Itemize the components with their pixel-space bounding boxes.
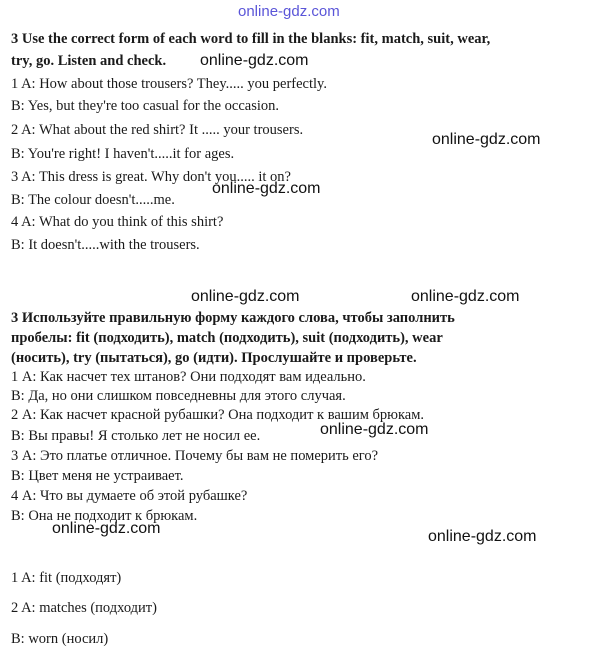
- english-dialog-line: 1 A: How about those trousers? They..... you perfectly.: [11, 76, 327, 92]
- watermark: online-gdz.com: [200, 52, 309, 69]
- answer-line: B: worn (носил): [11, 631, 109, 647]
- watermark: online-gdz.com: [320, 421, 429, 438]
- watermark: online-gdz.com: [52, 520, 161, 537]
- russian-dialog-line: В: Вы правы! Я столько лет не носил ее.: [11, 428, 261, 444]
- russian-dialog-line: В: Цвет меня не устраивает.: [11, 468, 184, 484]
- english-dialog-line: B: It doesn't.....with the trousers.: [11, 237, 200, 253]
- answer-line: 2 A: matches (подходит): [11, 600, 157, 616]
- answer-line: 1 A: fit (подходят): [11, 570, 122, 586]
- russian-dialog-line: 2 А: Как насчет красной рубашки? Она подходит к вашим брюкам.: [11, 407, 425, 423]
- english-instruction-line-1: 3 Use the correct form of each word to fill in the blanks: fit, match, suit, wear,: [11, 31, 491, 47]
- russian-instruction-line-3: (носить), try (пытаться), go (идти). Прослушайте и проверьте.: [11, 350, 417, 366]
- russian-dialog-line: 1 А: Как насчет тех штанов? Они подходят вам идеально.: [11, 369, 366, 385]
- english-dialog-line: B: You're right! I haven't.....it for ages.: [11, 146, 235, 162]
- russian-instruction-line-2: пробелы: fit (подходить), match (подходить), suit (подходить), wear: [11, 330, 443, 346]
- watermark: online-gdz.com: [212, 180, 321, 197]
- russian-dialog-line: В: Она не подходит к брюкам.: [11, 508, 198, 524]
- russian-dialog-line: В: Да, но они слишком повседневны для этого случая.: [11, 388, 346, 404]
- watermark: online-gdz.com: [411, 288, 520, 305]
- english-instruction-line-2: try, go. Listen and check.: [11, 53, 167, 69]
- watermark: online-gdz.com: [191, 288, 300, 305]
- watermark: online-gdz.com: [428, 528, 537, 545]
- russian-instruction-line-1: 3 Используйте правильную форму каждого слова, чтобы заполнить: [11, 310, 455, 326]
- russian-dialog-line: 3 А: Это платье отличное. Почему бы вам не померить его?: [11, 448, 379, 464]
- english-dialog-line: B: Yes, but they're too casual for the occasion.: [11, 98, 279, 114]
- watermark: online-gdz.com: [432, 131, 541, 148]
- english-dialog-line: 4 A: What do you think of this shirt?: [11, 214, 224, 230]
- russian-dialog-line: 4 А: Что вы думаете об этой рубашке?: [11, 488, 248, 504]
- watermark-top: online-gdz.com: [238, 3, 340, 20]
- english-dialog-line: 3 A: This dress is great. Why don't you..... it on?: [11, 169, 291, 185]
- english-dialog-line: B: The colour doesn't.....me.: [11, 192, 175, 208]
- english-dialog-line: 2 A: What about the red shirt? It ..... your trousers.: [11, 122, 304, 138]
